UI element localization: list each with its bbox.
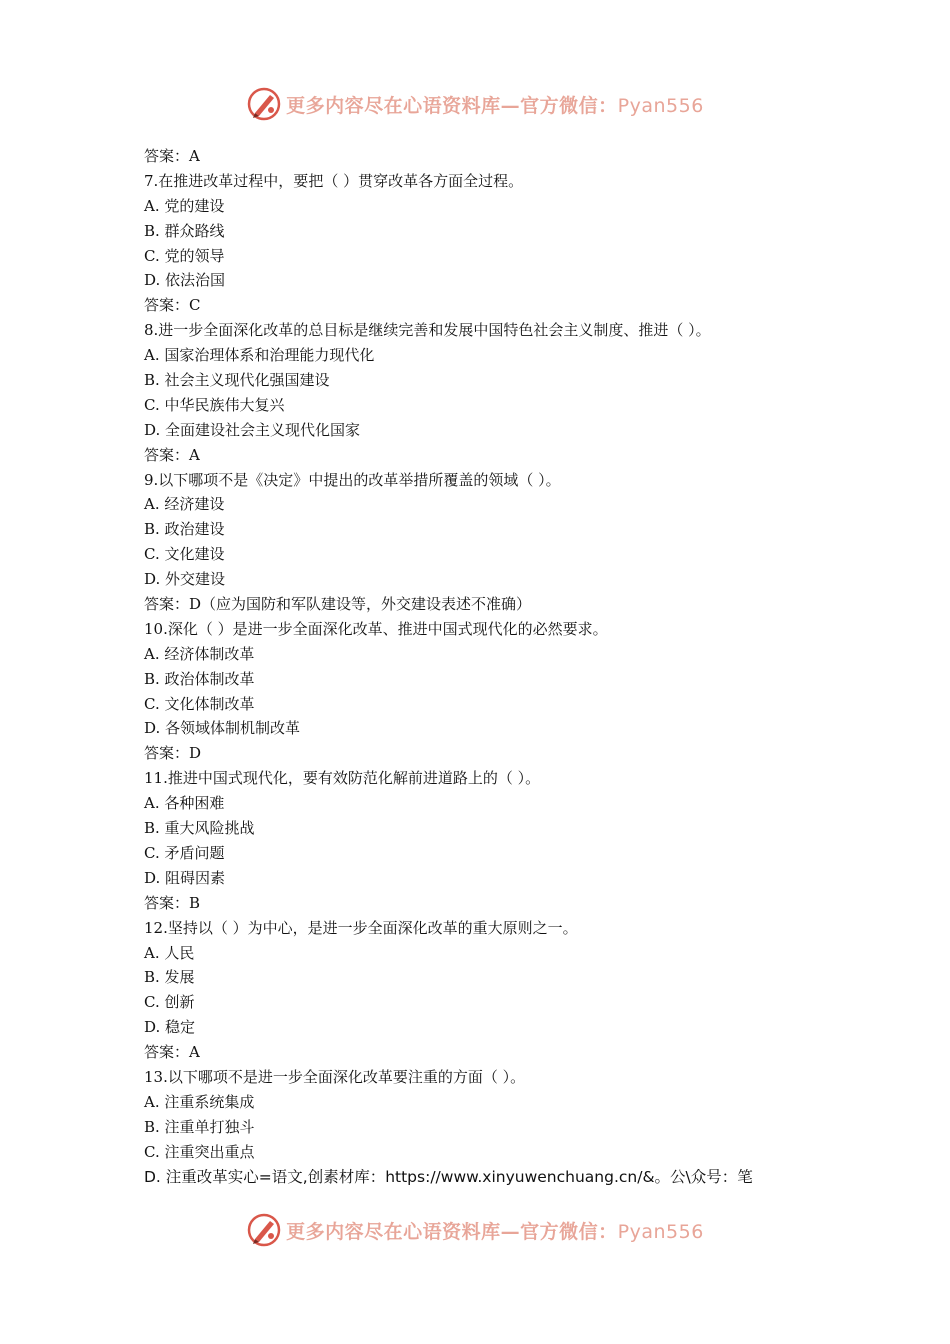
text-line: A. 经济体制改革 xyxy=(144,644,255,663)
text-line: A. 各种困难 xyxy=(144,794,225,813)
text-line: 答案：D xyxy=(144,744,202,763)
text-line: 答案：A xyxy=(144,445,200,464)
text-line: 11.推进中国式现代化，要有效防范化解前进道路上的（ ）。 xyxy=(144,769,541,788)
text-line: A. 人民 xyxy=(144,943,195,962)
text-line: C. 文化体制改革 xyxy=(144,694,255,713)
text-line: 答案：B xyxy=(144,893,201,912)
text-line: 答案：C xyxy=(144,296,201,315)
text-line: D. 外交建设 xyxy=(144,570,226,589)
document-body xyxy=(144,144,864,1189)
text-line: B. 发展 xyxy=(144,968,195,987)
text-line: B. 注重单打独斗 xyxy=(144,1117,255,1136)
banner-text: 更多内容尽在心语资料库—官方微信：Pyan556 xyxy=(286,1220,704,1243)
text-line: B. 群众路线 xyxy=(144,221,225,240)
text-line: D. 注重改革实心=语文,创素材库：https://www.xinyuwenchuang.cn/&。公\众号：笔 xyxy=(144,1167,753,1186)
header-banner xyxy=(0,82,950,126)
text-line: 8.进一步全面深化改革的总目标是继续完善和发展中国特色社会主义制度、推进（ ）。 xyxy=(144,321,711,340)
text-line: 9.以下哪项不是《决定》中提出的改革举措所覆盖的领域（ ）。 xyxy=(144,470,561,489)
text-line: 12.坚持以（ ）为中心，是进一步全面深化改革的重大原则之一。 xyxy=(144,918,578,937)
pen-logo-icon xyxy=(246,1212,282,1248)
text-line: 7.在推进改革过程中，要把（ ）贯穿改革各方面全过程。 xyxy=(144,171,524,190)
text-line: C. 创新 xyxy=(144,993,195,1012)
text-line: 答案：A xyxy=(144,147,200,165)
text-line: 答案：A xyxy=(144,1043,200,1062)
text-line: A. 注重系统集成 xyxy=(144,1092,255,1111)
text-line: D. 全面建设社会主义现代化国家 xyxy=(144,420,361,439)
text-line: 13.以下哪项不是进一步全面深化改革要注重的方面（ ）。 xyxy=(144,1067,526,1086)
text-line: C. 矛盾问题 xyxy=(144,843,225,862)
text-line: D. 各领域体制机制改革 xyxy=(144,719,301,738)
text-line: C. 文化建设 xyxy=(144,545,225,564)
text-line: 答案：D（应为国防和军队建设等，外交建设表述不准确） xyxy=(144,595,532,614)
text-line: A. 党的建设 xyxy=(144,196,225,215)
text-line: A. 国家治理体系和治理能力现代化 xyxy=(144,346,375,365)
text-line: D. 依法治国 xyxy=(144,271,226,290)
banner-handle: Pyan556 xyxy=(617,94,704,117)
banner-text: 更多内容尽在心语资料库—官方微信：Pyan556 xyxy=(286,94,704,117)
text-line: C. 中华民族伟大复兴 xyxy=(144,395,285,414)
text-line: C. 注重突出重点 xyxy=(144,1142,255,1161)
text-line: B. 社会主义现代化强国建设 xyxy=(144,371,330,390)
text-line: C. 党的领导 xyxy=(144,246,225,265)
text-line: B. 政治建设 xyxy=(144,520,225,539)
text-line: D. 阻碍因素 xyxy=(144,868,226,887)
footer-banner xyxy=(0,1208,950,1252)
banner-handle: Pyan556 xyxy=(617,1220,704,1243)
text-line: 10.深化（ ）是进一步全面深化改革、推进中国式现代化的必然要求。 xyxy=(144,619,608,638)
pen-logo-icon xyxy=(246,86,282,122)
text-line: B. 政治体制改革 xyxy=(144,669,255,688)
text-line: B. 重大风险挑战 xyxy=(144,819,255,838)
text-line: D. 稳定 xyxy=(144,1018,196,1037)
text-line: A. 经济建设 xyxy=(144,495,225,514)
